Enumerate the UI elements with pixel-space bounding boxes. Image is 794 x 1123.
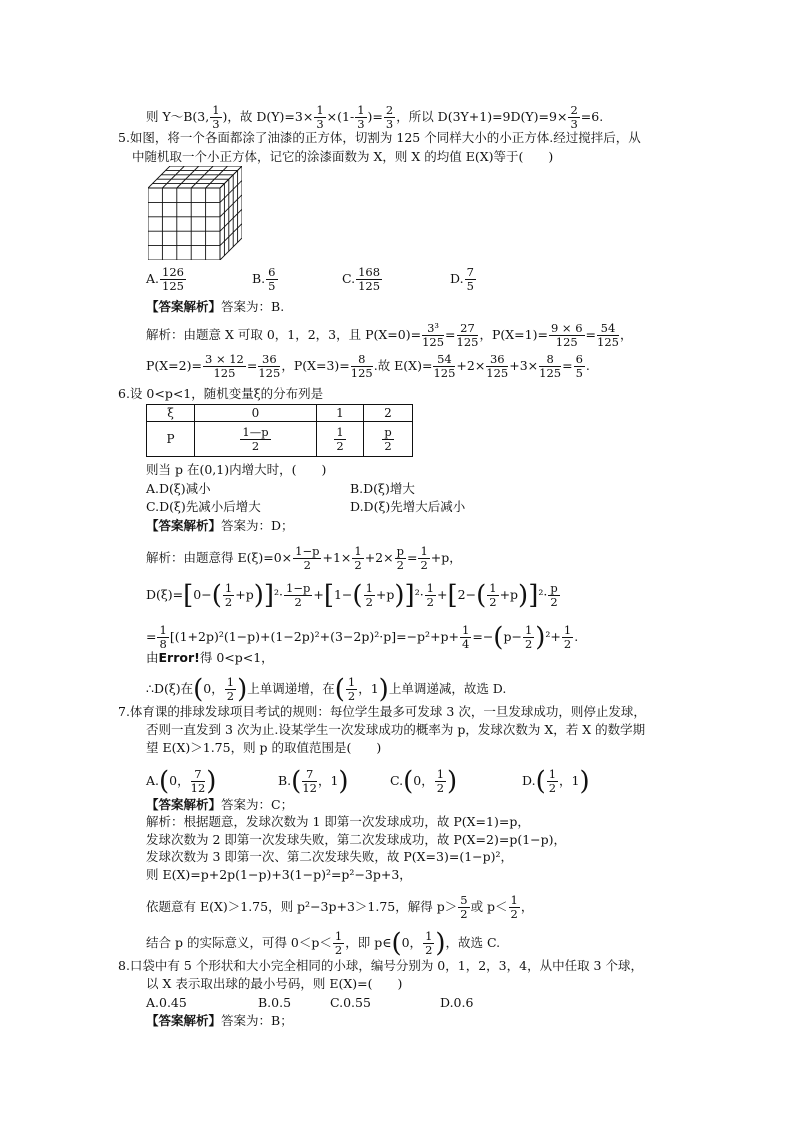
numerator: p (396, 544, 404, 558)
answer-tag: 【答案解析】 (146, 797, 222, 812)
numerator: 1−p (295, 544, 320, 558)
denominator: 5 (268, 279, 276, 293)
denominator: 2 (548, 781, 557, 795)
text: D(ξ)= (146, 587, 184, 602)
text: +p， (430, 550, 462, 565)
fraction (351, 353, 373, 380)
table-row (147, 405, 413, 422)
numerator: 3 × 12 (204, 352, 244, 366)
numerator: 1 (489, 581, 497, 595)
fraction (465, 266, 476, 293)
text: 上单调递增，在 (247, 681, 335, 696)
fraction (433, 353, 455, 380)
fraction (210, 104, 221, 131)
denominator: 3 (316, 117, 324, 131)
denominator: 2 (336, 438, 344, 453)
numerator: 1—p (242, 424, 269, 439)
denominator: 2 (425, 943, 433, 957)
numerator: 1 (316, 103, 324, 117)
text: )= (367, 109, 383, 124)
fraction (384, 104, 395, 131)
numerator: 27 (457, 322, 479, 336)
fraction (487, 582, 498, 609)
denominator: 2 (420, 558, 428, 572)
text: ，1 (559, 773, 580, 788)
fraction (562, 624, 573, 651)
q7-stem-line1: 7.体育课的排球发球项目考试的规则：每位学生最多可发球 3 次，一旦发球成功，则停止发球， (118, 704, 646, 719)
denominator: 2 (426, 595, 434, 609)
denominator: 125 (350, 366, 373, 380)
q6-stem-line2: 则当 p 在(0,1)内增大时，( ) (146, 462, 327, 477)
denominator: 2 (347, 689, 356, 703)
denominator: 5 (575, 366, 583, 380)
text: 0， (203, 681, 224, 696)
numerator: 1 (425, 929, 433, 943)
text: ，1 (317, 773, 339, 788)
fraction (418, 545, 429, 572)
table-row (147, 422, 413, 457)
answer-text: 答案为：C； (221, 797, 294, 812)
fraction (157, 624, 168, 651)
fraction (382, 426, 393, 453)
denominator: 125 (597, 335, 619, 349)
text: ∴D(ξ)在 (146, 681, 194, 696)
fraction (191, 768, 206, 795)
text: ²· (274, 587, 283, 602)
numerator: 1 (354, 544, 362, 558)
q5-option-a[interactable] (146, 266, 187, 293)
denominator: 5 (466, 279, 474, 293)
denominator: 2 (524, 637, 533, 651)
text: .故 E(X)= (373, 358, 433, 373)
text: ²· (414, 587, 424, 602)
text: 则 Y～B(3, (146, 109, 210, 124)
text: )，故 D(Y)=3× (222, 109, 314, 124)
numerator: 1 (548, 767, 557, 781)
q7-stem-line3: 望 E(X)＞1.75，则 p 的取值范围是( ) (146, 740, 382, 755)
numerator: p (550, 581, 558, 595)
text: P(X=2)= (146, 358, 202, 373)
numerator: 7 (191, 768, 206, 782)
denominator: 2 (460, 907, 468, 921)
option-letter: B. (252, 271, 266, 286)
numerator: 7 (466, 265, 474, 279)
option-letter: D. (450, 271, 464, 286)
text: = (562, 358, 573, 373)
q7-option-d[interactable]: D.( $\frac{1}{2}$ ，1) (522, 766, 590, 797)
text: 或 p＜ (470, 899, 508, 914)
denominator: 3 (385, 117, 394, 131)
fraction (223, 582, 234, 609)
text: 得 0<p<1， (199, 650, 274, 665)
table-cell: P (147, 422, 195, 457)
numerator: 5 (460, 893, 468, 907)
text: 上单调递减，故选 D. (388, 681, 507, 696)
q6-option-a[interactable]: A.D(ξ)减小 (146, 481, 211, 496)
text: 0， (413, 773, 434, 788)
denominator: 125 (433, 366, 456, 380)
text: +2× (364, 550, 394, 565)
fraction (203, 353, 246, 380)
denominator: 2 (489, 595, 497, 609)
numerator: 1 (224, 581, 233, 595)
numerator: 1−p (286, 581, 311, 595)
text: +2× (456, 358, 486, 373)
fraction (422, 322, 444, 349)
q7-solution-line3: 发球次数为 3 即第一次、第二次发球失败，故 P(X=3)=(1−p)²， (146, 849, 514, 864)
q7-answer (146, 797, 293, 813)
fraction (293, 545, 321, 572)
fraction (333, 930, 344, 957)
q7-solution-line1: 解析：根据题意，发球次数为 1 即第一次发球成功，故 P(X=1)=p， (146, 814, 530, 829)
answer-text: 答案为：B； (221, 1013, 293, 1028)
answer-tag: 【答案解析】 (146, 299, 222, 314)
q8-option-d[interactable]: D.0.6 (440, 995, 474, 1010)
numerator: 54 (433, 353, 455, 367)
fraction (523, 624, 534, 651)
fraction (334, 426, 345, 453)
q5-answer (146, 299, 284, 315)
numerator: 2 (385, 103, 394, 117)
q7-solution-line4: 则 E(X)=p+2p(1−p)+3(1−p)²=p²−3p+3， (146, 867, 412, 882)
numerator: p (384, 424, 392, 439)
text: 解析：由题意得 E(ξ)=0× (146, 550, 293, 565)
q6-stem-line1: 6.设 0<p<1，随机变量ξ的分布列是 (118, 386, 324, 401)
fraction (574, 353, 585, 380)
denominator: 2 (365, 595, 373, 609)
answer-text: 答案为：D； (221, 518, 294, 533)
numerator: 7 (302, 768, 317, 782)
text: = (246, 358, 258, 373)
answer-tag: 【答案解析】 (146, 518, 222, 533)
numerator: 1 (212, 103, 220, 117)
table-cell: 1 (317, 405, 364, 422)
text: = (445, 327, 456, 342)
denominator: 12 (302, 781, 317, 795)
text: ²· (538, 587, 548, 602)
q6-option-c[interactable]: C.D(ξ)先减小后增大 (146, 499, 261, 514)
text: . (574, 629, 579, 644)
text: 1− (333, 587, 353, 602)
text: = (585, 327, 597, 342)
text: +3× (509, 358, 539, 373)
q5-option-d[interactable] (450, 266, 477, 293)
fraction (225, 676, 236, 703)
text: =− (472, 629, 494, 644)
error-field: Error! (158, 650, 200, 665)
text: +1× (322, 550, 352, 565)
fraction (457, 322, 479, 349)
denominator: 2 (251, 438, 260, 453)
fraction (568, 104, 579, 131)
text: 0， (401, 935, 423, 950)
denominator: 125 (358, 279, 381, 293)
text: 2− (457, 587, 477, 602)
denominator: 125 (162, 279, 184, 293)
q8-stem-line2: 以 X 表示取出球的最小号码，则 E(X)=( ) (146, 976, 403, 991)
numerator: 1 (510, 893, 518, 907)
text: +p (375, 587, 395, 602)
numerator: 6 (575, 352, 583, 366)
q6-option-d[interactable]: D.D(ξ)先增大后减小 (350, 499, 466, 514)
q7-solution-line6: 结合 p 的实际意义，可得 0＜p＜ $\frac{1}{2}$ ，即 p∈(0， $\frac{1}{2}$ )，故选 C. (146, 928, 501, 959)
fraction (509, 894, 520, 921)
cube-figure (148, 166, 242, 260)
numerator: 36 (486, 353, 508, 367)
fraction (425, 582, 436, 609)
fraction (160, 266, 186, 293)
numerator: 1 (426, 581, 434, 595)
option-letter: B. (278, 773, 292, 788)
q5-option-c[interactable] (342, 266, 383, 293)
denominator: 2 (563, 637, 572, 651)
denominator: 4 (462, 637, 470, 651)
fraction (458, 894, 469, 921)
denominator: 2 (303, 558, 311, 572)
option-letter: C. (390, 773, 404, 788)
denominator: 2 (384, 438, 392, 453)
denominator: 2 (510, 907, 518, 921)
denominator: 8 (159, 637, 167, 651)
fraction (548, 582, 559, 609)
numerator: 54 (597, 322, 619, 336)
table-cell: ξ (147, 405, 195, 422)
fraction (435, 768, 446, 795)
q7-option-b[interactable]: B.( $\frac{7}{12}$ ，1) (278, 766, 349, 797)
text: 解析：由题意 X 可取 0，1，2，3，且 P(X=0)= (146, 327, 422, 342)
text: 由 (146, 650, 159, 665)
fraction (266, 266, 277, 293)
text: ，P(X=3)= (281, 358, 350, 373)
fraction (346, 676, 357, 703)
denominator: 125 (422, 335, 445, 349)
text: 0− (193, 587, 212, 602)
denominator: 125 (539, 366, 562, 380)
q8-option-b[interactable]: B.0.5 (258, 995, 292, 1010)
table-cell (317, 422, 364, 457)
denominator: 125 (258, 366, 281, 380)
fraction (314, 104, 325, 131)
text: ，即 p∈ (345, 935, 392, 950)
q8-option-c[interactable]: C.0.55 (330, 995, 371, 1010)
text: ，P(X=1)= (479, 327, 548, 342)
q5-solution-line2 (146, 353, 590, 380)
numerator: 1 (357, 103, 365, 117)
q6-answer (146, 518, 294, 534)
denominator: 3 (570, 117, 578, 131)
fraction (258, 353, 280, 380)
text: ， (520, 899, 534, 914)
numerator: 1 (420, 544, 428, 558)
option-letter: C. (342, 271, 356, 286)
distribution-table (146, 404, 413, 457)
fraction (460, 624, 471, 651)
numerator: 1 (563, 623, 572, 637)
text: +p (499, 587, 519, 602)
numerator: 3³ (422, 322, 444, 336)
denominator: 3 (357, 117, 365, 131)
table-cell: 2 (364, 405, 413, 422)
option-letter: D. (522, 773, 536, 788)
q6-expectation-line: 解析：由题意得 E(ξ)=0× $\frac{1-p}{2}$ +1× $\frac{1}{2}$ +2× $\frac{p}{2}$ = $\frac{1}{2}$ +p， (146, 544, 462, 572)
fraction (547, 768, 558, 795)
denominator: 3 (212, 117, 220, 131)
text: ，1 (358, 681, 379, 696)
q7-stem-line2: 否则一直发到 3 次为止.设某学生一次发球成功的概率为 p，发球次数为 X，若 X 的数学期 (146, 722, 646, 737)
denominator: 2 (334, 943, 343, 957)
text: . (585, 358, 590, 373)
text: 结合 p 的实际意义，可得 0＜p＜ (146, 935, 332, 950)
denominator: 125 (213, 366, 236, 380)
text: p− (503, 629, 522, 644)
numerator: 1 (159, 623, 167, 637)
answer-tag: 【答案解析】 (146, 1013, 222, 1028)
q5-option-b[interactable] (252, 266, 279, 293)
table-cell (364, 422, 413, 457)
denominator: 2 (396, 558, 404, 572)
text: ×(1- (326, 109, 355, 124)
fraction (597, 322, 619, 349)
numerator: 1 (436, 767, 445, 781)
fraction (240, 426, 270, 453)
q7-option-c[interactable]: C.(0， $\frac{1}{2}$ ) (390, 766, 458, 797)
q6-option-b[interactable]: B.D(ξ)增大 (350, 481, 415, 496)
text: 0， (169, 773, 190, 788)
text: ²+ (545, 629, 561, 644)
denominator: 2 (294, 595, 302, 609)
numerator: 1 (334, 929, 343, 943)
numerator: 126 (162, 265, 184, 279)
fraction (486, 353, 508, 380)
q5-stem-line1: 5.如图，将一个各面都涂了油漆的正方体，切割为 125 个同样大小的小正方体.经过搅拌后，从 (118, 130, 641, 145)
q8-option-a[interactable]: A.0.45 (146, 995, 187, 1010)
text: ，故选 C. (445, 935, 501, 950)
table-cell: 0 (195, 405, 317, 422)
fraction (284, 582, 312, 609)
numerator: 36 (258, 353, 280, 367)
numerator: 168 (358, 265, 381, 279)
denominator: 2 (224, 595, 233, 609)
q7-solution-line2: 发球次数为 2 即第一次发球失败，第二次发球成功，故 P(X=2)=p(1−p)， (146, 832, 567, 847)
fraction (549, 322, 585, 349)
denominator: 125 (456, 335, 479, 349)
numerator: 8 (539, 353, 561, 367)
fraction (352, 545, 363, 572)
denominator: 2 (436, 781, 445, 795)
q7-option-a[interactable]: A.(0， $\frac{7}{12}$ ) (146, 766, 217, 797)
q5-solution-line1 (146, 322, 632, 349)
q6-condition-line (146, 650, 274, 666)
answer-text: 答案为：B. (221, 299, 285, 314)
numerator: 1 (524, 623, 533, 637)
numerator: 1 (226, 675, 235, 689)
text: 依题意有 E(X)＞1.75，则 p²−3p+3＞1.75，解得 p＞ (146, 899, 458, 914)
numerator: 1 (462, 623, 470, 637)
text: =6. (580, 109, 604, 124)
numerator: 2 (570, 103, 578, 117)
q7-solution-line5 (146, 894, 533, 921)
fraction (355, 104, 366, 131)
fraction (302, 768, 317, 795)
q6-monotonic-line: ∴D(ξ)在(0， $\frac{1}{2}$ )上单调递增，在( $\frac{1}{2}$ ，1)上单调递减，故选 D. (146, 674, 507, 705)
intro-line (146, 104, 603, 131)
option-letter: A. (146, 773, 160, 788)
q6-simplify-line: = $\frac{1}{8}$ [(1+2p)²(1−p)+(1−2p)²+(3−2p)²·p]=−p²+p+ $\frac{1}{4}$ =−(p− $\frac{1}{2}$ )²+ $\frac{1}{2}$ . (146, 622, 579, 653)
fraction (364, 582, 375, 609)
text: +p (235, 587, 254, 602)
q8-answer (146, 1013, 293, 1029)
numerator: 8 (351, 353, 373, 367)
q5-stem-line2: 中随机取一个小正方体，记它的涂漆面数为 X，则 X 的均值 E(X)等于( ) (132, 149, 554, 164)
q8-stem-line1: 8.口袋中有 5 个形状和大小完全相同的小球，编号分别为 0，1，2，3，4，从中任取 3 个球， (118, 958, 643, 973)
numerator: 1 (336, 424, 344, 439)
fraction (395, 545, 406, 572)
denominator: 2 (550, 595, 558, 609)
denominator: 12 (190, 781, 206, 795)
numerator: 1 (365, 581, 373, 595)
fraction (423, 930, 434, 957)
denominator: 125 (486, 366, 509, 380)
numerator: 6 (268, 265, 276, 279)
table-cell (195, 422, 317, 457)
option-letter: A. (146, 271, 160, 286)
fraction (356, 266, 382, 293)
denominator: 2 (354, 558, 362, 572)
numerator: 1 (347, 675, 356, 689)
fraction (539, 353, 561, 380)
text: ，所以 D(3Y+1)=9D(Y)=9× (396, 109, 568, 124)
q6-variance-line: D(ξ)=[0−( $\frac{1}{2}$ +p)]²· $\frac{1-p}{2}$ +[1−( $\frac{1}{2}$ +p)]²· $\frac{1}{2}$ +[2−( $\frac{1}{2}$ +p)]²· $\frac{p}{2}$ (146, 580, 558, 611)
text: [(1+2p)²(1−p)+(1−2p)²+(3−2p)²·p]=−p²+p+ (169, 629, 460, 644)
text: ， (619, 327, 633, 342)
numerator: 9 × 6 (550, 321, 583, 335)
denominator: 2 (226, 689, 235, 703)
denominator: 125 (555, 335, 578, 349)
